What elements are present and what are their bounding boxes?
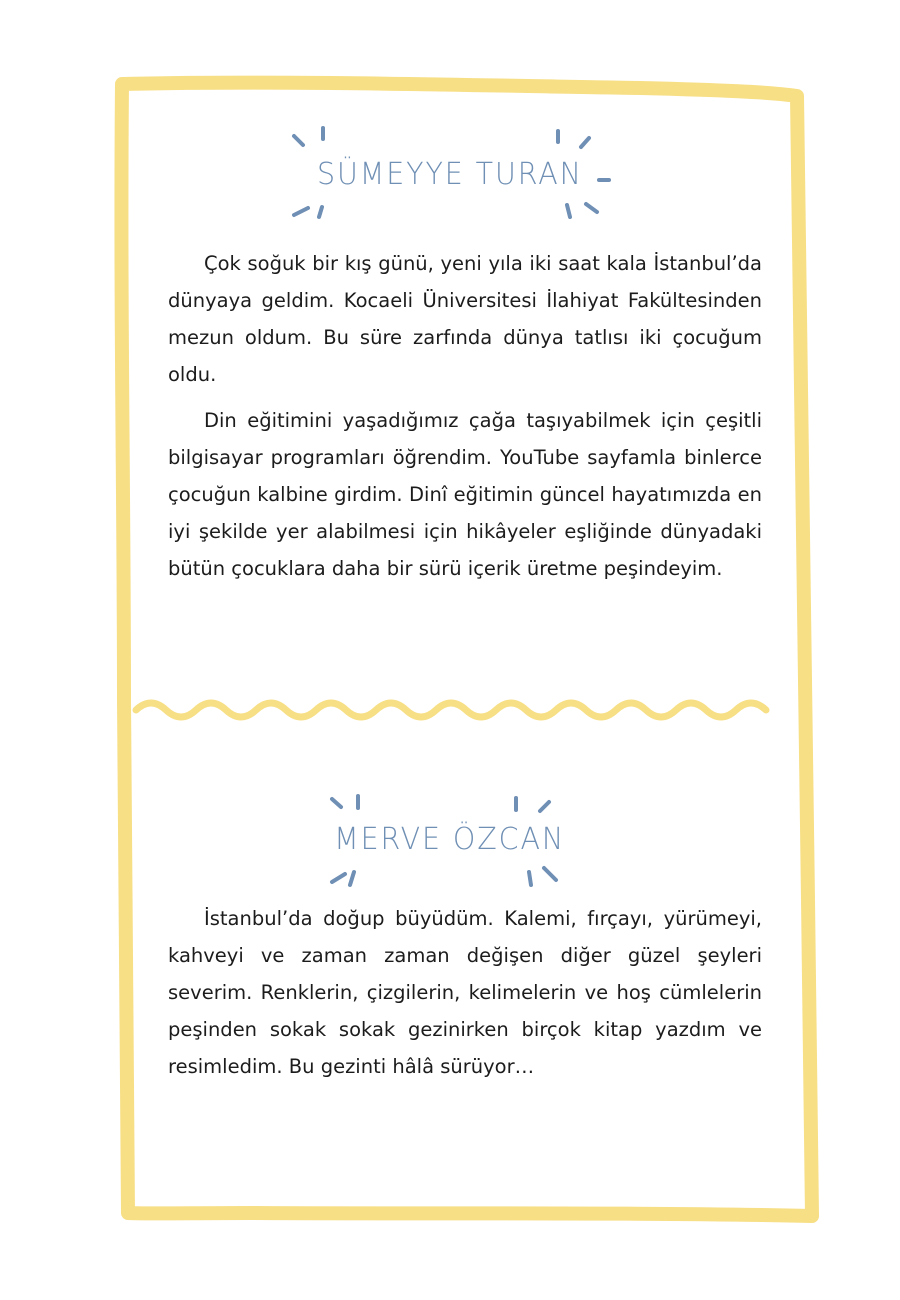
author-name: MERVE ÖZCAN [334,822,566,857]
wavy-divider-icon [136,703,766,717]
bio-paragraph: Çok soğuk bir kış günü, yeni yıla iki saat kala İstanbul’da dünyaya geldim. Kocaeli Üniversitesi İlahiyat Fakültesinden mezun oldum. Bu süre zarfında dünya tatlısı iki çocuğum oldu. [168,252,762,386]
bio-paragraph: Din eğitimini yaşadığımız çağa taşıyabilmek için çeşitli bilgisayar programları öğrendim. YouTube sayfamla binlerce çocuğun kalbine girdim. Dinî eğitimin güncel hayatımızda en iyi şekilde yer alabilmesi için hikâyeler eşliğinde dünyadaki bütün çocuklara daha bir sürü içerik üretme peşindeyim. [168,409,762,580]
author-name-heading-1 [0,157,900,192]
bio-paragraph: İstanbul’da doğup büyüdüm. Kalemi, fırçayı, yürümeyi, kahveyi ve zaman zaman değişen diğer güzel şeyleri severim. Renklerin, çizgilerin, kelimelerin ve hoş cümlelerin peşinden sokak sokak gezinirken birçok kitap yazdım ve resimledim. Bu gezinti hâlâ sürüyor… [168,907,762,1078]
author-name-heading-2 [0,822,900,857]
author-bio-2 [168,900,762,1094]
author-bio-1 [168,245,762,596]
author-name: SÜMEYYE TURAN [317,157,583,192]
